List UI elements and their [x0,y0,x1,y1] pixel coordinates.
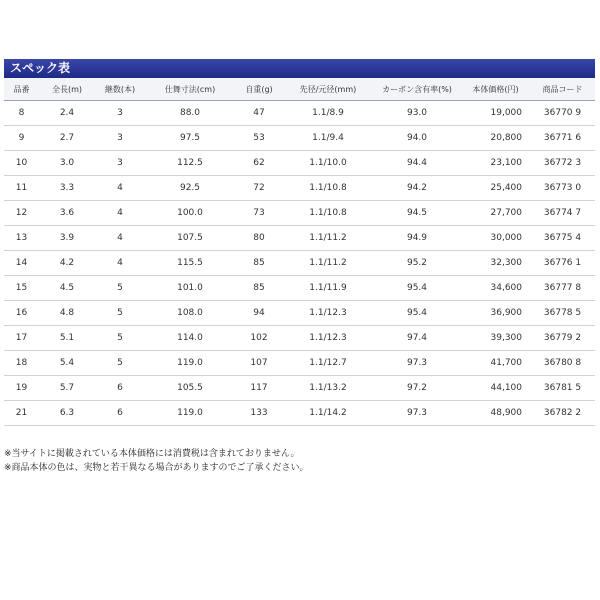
table-row [4,326,595,351]
cell-product-code: 36778 5 [530,301,595,326]
cell-tip-butt-diameter: 1.1/13.2 [283,376,373,401]
cell-product-code: 36777 8 [530,276,595,301]
header-tip-butt-diameter: 先径/元径(mm) [283,78,373,101]
cell-closed-length: 105.5 [145,376,235,401]
header-carbon-content: カーボン含有率(%) [373,78,461,101]
cell-length: 3.3 [39,176,95,201]
cell-product-number: 16 [4,301,39,326]
table-row [4,351,595,376]
header-sections: 継数(本) [95,78,145,101]
cell-sections: 5 [95,351,145,376]
cell-closed-length: 97.5 [145,126,235,151]
cell-weight: 117 [235,376,283,401]
cell-closed-length: 100.0 [145,201,235,226]
cell-carbon-content: 97.3 [373,401,461,426]
cell-carbon-content: 94.4 [373,151,461,176]
cell-weight: 94 [235,301,283,326]
cell-weight: 133 [235,401,283,426]
cell-tip-butt-diameter: 1.1/11.2 [283,226,373,251]
cell-sections: 3 [95,126,145,151]
header-weight: 自重(g) [235,78,283,101]
cell-product-code: 36776 1 [530,251,595,276]
cell-weight: 102 [235,326,283,351]
cell-price: 36,900 [461,301,530,326]
cell-length: 5.7 [39,376,95,401]
cell-product-code: 36772 3 [530,151,595,176]
cell-product-number: 14 [4,251,39,276]
cell-tip-butt-diameter: 1.1/11.2 [283,251,373,276]
cell-weight: 107 [235,351,283,376]
cell-tip-butt-diameter: 1.1/14.2 [283,401,373,426]
cell-weight: 47 [235,101,283,126]
cell-price: 23,100 [461,151,530,176]
spec-header-row [4,78,595,101]
cell-product-number: 13 [4,226,39,251]
table-row [4,101,595,126]
header-closed-length: 仕舞寸法(cm) [145,78,235,101]
cell-price: 30,000 [461,226,530,251]
cell-length: 3.6 [39,201,95,226]
cell-weight: 72 [235,176,283,201]
cell-carbon-content: 97.2 [373,376,461,401]
cell-tip-butt-diameter: 1.1/9.4 [283,126,373,151]
cell-product-number: 10 [4,151,39,176]
cell-sections: 5 [95,326,145,351]
table-row [4,226,595,251]
cell-product-code: 36775 4 [530,226,595,251]
cell-price: 34,600 [461,276,530,301]
cell-carbon-content: 93.0 [373,101,461,126]
cell-closed-length: 112.5 [145,151,235,176]
cell-tip-butt-diameter: 1.1/10.0 [283,151,373,176]
cell-product-number: 11 [4,176,39,201]
table-row [4,251,595,276]
header-price: 本体価格(円) [461,78,530,101]
cell-length: 5.1 [39,326,95,351]
cell-closed-length: 101.0 [145,276,235,301]
cell-sections: 5 [95,276,145,301]
cell-product-code: 36779 2 [530,326,595,351]
spec-table-title: スペック表 [4,59,595,78]
cell-tip-butt-diameter: 1.1/11.9 [283,276,373,301]
table-row [4,201,595,226]
cell-tip-butt-diameter: 1.1/8.9 [283,101,373,126]
cell-length: 3.9 [39,226,95,251]
cell-product-number: 21 [4,401,39,426]
cell-length: 6.3 [39,401,95,426]
cell-carbon-content: 94.9 [373,226,461,251]
cell-closed-length: 114.0 [145,326,235,351]
table-row [4,176,595,201]
cell-sections: 4 [95,226,145,251]
table-row [4,151,595,176]
cell-tip-butt-diameter: 1.1/10.8 [283,176,373,201]
cell-product-code: 36773 0 [530,176,595,201]
cell-closed-length: 88.0 [145,101,235,126]
cell-carbon-content: 95.4 [373,276,461,301]
cell-product-code: 36781 5 [530,376,595,401]
cell-closed-length: 107.5 [145,226,235,251]
cell-length: 4.8 [39,301,95,326]
cell-length: 4.5 [39,276,95,301]
cell-price: 41,700 [461,351,530,376]
cell-tip-butt-diameter: 1.1/12.7 [283,351,373,376]
header-product-number: 品番 [4,78,39,101]
header-length: 全長(m) [39,78,95,101]
cell-price: 25,400 [461,176,530,201]
cell-sections: 5 [95,301,145,326]
cell-carbon-content: 97.3 [373,351,461,376]
cell-price: 27,700 [461,201,530,226]
cell-closed-length: 115.5 [145,251,235,276]
cell-price: 32,300 [461,251,530,276]
cell-product-code: 36780 8 [530,351,595,376]
cell-closed-length: 119.0 [145,401,235,426]
cell-product-number: 9 [4,126,39,151]
cell-length: 3.0 [39,151,95,176]
cell-closed-length: 119.0 [145,351,235,376]
spec-table [4,78,595,426]
cell-weight: 85 [235,276,283,301]
cell-length: 5.4 [39,351,95,376]
table-row [4,376,595,401]
table-row [4,126,595,151]
cell-price: 20,800 [461,126,530,151]
cell-length: 4.2 [39,251,95,276]
cell-closed-length: 92.5 [145,176,235,201]
cell-length: 2.4 [39,101,95,126]
cell-product-number: 17 [4,326,39,351]
cell-weight: 73 [235,201,283,226]
cell-price: 48,900 [461,401,530,426]
cell-sections: 4 [95,176,145,201]
cell-sections: 4 [95,201,145,226]
note-color: ※商品本体の色は、実物と若干異なる場合がありますのでご了承ください。 [4,463,309,473]
cell-weight: 80 [235,226,283,251]
cell-product-code: 36774 7 [530,201,595,226]
cell-sections: 3 [95,151,145,176]
cell-price: 19,000 [461,101,530,126]
cell-carbon-content: 94.5 [373,201,461,226]
cell-sections: 3 [95,101,145,126]
cell-carbon-content: 94.0 [373,126,461,151]
notes [4,447,309,475]
cell-weight: 53 [235,126,283,151]
cell-product-code: 36770 9 [530,101,595,126]
cell-weight: 62 [235,151,283,176]
note-tax: ※当サイトに掲載されている本体価格には消費税は含まれておりません。 [4,449,300,459]
cell-product-code: 36771 6 [530,126,595,151]
table-row [4,301,595,326]
cell-length: 2.7 [39,126,95,151]
cell-price: 39,300 [461,326,530,351]
cell-product-number: 12 [4,201,39,226]
cell-product-code: 36782 2 [530,401,595,426]
cell-tip-butt-diameter: 1.1/10.8 [283,201,373,226]
cell-carbon-content: 95.4 [373,301,461,326]
cell-carbon-content: 94.2 [373,176,461,201]
cell-product-number: 8 [4,101,39,126]
cell-product-number: 15 [4,276,39,301]
cell-sections: 6 [95,401,145,426]
cell-carbon-content: 95.2 [373,251,461,276]
table-row [4,401,595,426]
cell-closed-length: 108.0 [145,301,235,326]
cell-sections: 6 [95,376,145,401]
cell-price: 44,100 [461,376,530,401]
cell-tip-butt-diameter: 1.1/12.3 [283,326,373,351]
cell-product-number: 19 [4,376,39,401]
header-product-code: 商品コード [530,78,595,101]
cell-sections: 4 [95,251,145,276]
cell-carbon-content: 97.4 [373,326,461,351]
table-row [4,276,595,301]
cell-tip-butt-diameter: 1.1/12.3 [283,301,373,326]
cell-product-number: 18 [4,351,39,376]
cell-weight: 85 [235,251,283,276]
